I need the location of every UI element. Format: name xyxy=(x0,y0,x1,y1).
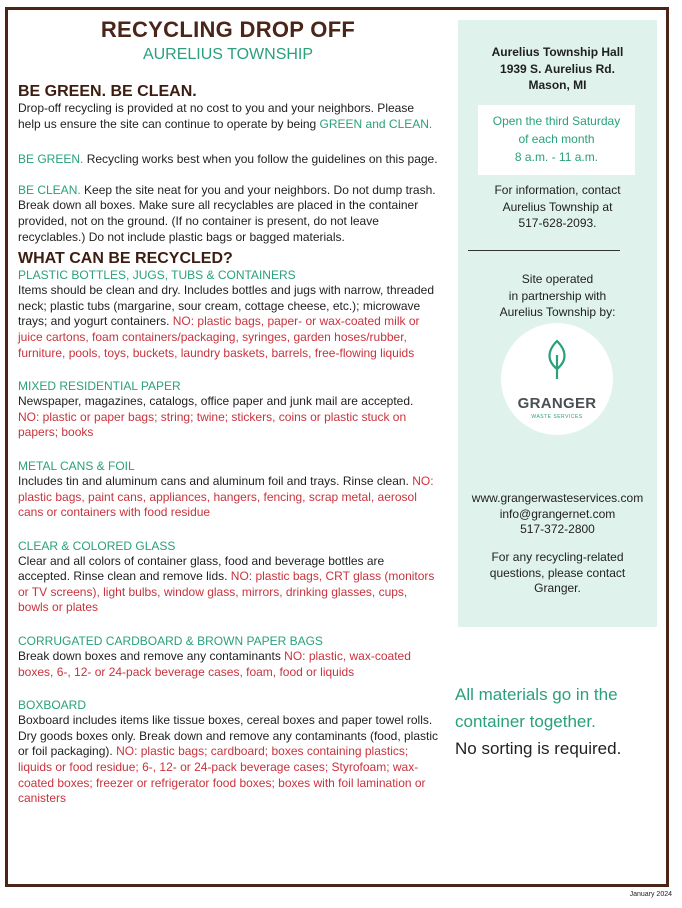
category-title: PLASTIC BOTTLES, JUGS, TUBS & CONTAINERS xyxy=(18,268,296,283)
intro-heading: BE GREEN. BE CLEAN. xyxy=(18,83,197,100)
category-title: CLEAR & COLORED GLASS xyxy=(18,538,176,553)
contact-line: For information, contact xyxy=(494,183,621,197)
category-title: BOXBOARD xyxy=(18,698,87,713)
category-not-accepted: NO: plastic, wax-coated boxes, 6-, 12- or 24-pack beverage cases, foam, food or liquids xyxy=(18,649,411,679)
note-line: All materials go in the xyxy=(455,685,618,704)
hours-line: of each month xyxy=(518,132,595,146)
footer-date: January 2024 xyxy=(629,891,672,898)
category-text xyxy=(18,394,438,441)
email-link[interactable]: info@grangernet.com xyxy=(499,506,616,521)
category-boxboard xyxy=(18,698,438,807)
address-block xyxy=(458,44,657,94)
phone-link[interactable]: 517-372-2800 xyxy=(520,522,595,536)
no-sorting-note xyxy=(455,681,670,762)
hours-box xyxy=(478,105,635,175)
main-column xyxy=(18,18,438,807)
recycled-heading: WHAT CAN BE RECYCLED? xyxy=(18,250,233,268)
page-title: RECYCLING DROP OFF xyxy=(100,17,356,42)
address-line: Aurelius Township Hall xyxy=(491,45,624,59)
category-text xyxy=(18,713,438,807)
questions-line: Granger. xyxy=(534,581,581,595)
category-not-accepted: NO: plastic bags, CRT glass (monitors or TV screens), light bulbs, window glass, mirrors, drinking glasses, cups, bowls or plates xyxy=(18,569,435,615)
be-clean-paragraph xyxy=(18,183,438,245)
category-text xyxy=(18,474,438,521)
category-paper xyxy=(18,379,438,441)
be-clean-text: Keep the site neat for you and your neighbors. Do not dump trash. Break down all boxes. Make sure all recyclables are placed in the container provided, not on the ground. (If no container is present, do not leave recyclables.) Do not include plastic bags or bagged materials. xyxy=(18,182,436,244)
intro-paragraph xyxy=(18,101,438,132)
category-text xyxy=(18,283,438,361)
category-text xyxy=(18,554,438,616)
hours-line: 8 a.m. - 11 a.m. xyxy=(514,150,599,164)
category-metal xyxy=(18,459,438,521)
be-green-text: Recycling works best when you follow the guidelines on this page. xyxy=(83,152,438,167)
category-glass xyxy=(18,539,438,616)
category-not-accepted: NO: plastic bags, paper- or wax-coated milk or juice cartons, foam containers/packaging, syringes, garden hoses/rubber, furniture, pools, toys, buckets, laundry baskets, barrels, free-flowing liquids xyxy=(18,314,420,360)
links-block xyxy=(458,491,657,538)
category-plastics xyxy=(18,268,438,361)
be-green-paragraph xyxy=(18,152,438,168)
contact-block xyxy=(458,182,657,232)
page-subtitle: AURELIUS TOWNSHIP xyxy=(142,46,314,63)
category-accepted: Items should be clean and dry. Includes bottles and jugs with narrow, threaded neck; plastic tubs (margarine, sour cream, cottage cheese, etc.); microwave trays; and yogurt containers. xyxy=(18,283,435,329)
leaf-icon xyxy=(501,323,613,393)
category-accepted: Clear and all colors of container glass, food and beverage bottles are accepted. Rinse clean and remove lids. xyxy=(18,553,385,584)
category-not-accepted: NO: plastic bags; cardboard; boxes containing plastics; liquids or food residue; 6-, 12- or 24-pack beverage cases; Styrofoam; wax-coated boxes; freezer or refrigerator food boxes; boxes with foil lamination or canisters xyxy=(18,744,426,806)
website-link[interactable]: www.grangerwasteservices.com xyxy=(471,491,644,505)
category-text xyxy=(18,649,438,680)
partner-line: Site operated xyxy=(521,272,594,286)
logo-subtitle: WASTE SERVICES xyxy=(531,414,583,420)
category-accepted: Newspaper, magazines, catalogs, office paper and junk mail are accepted. xyxy=(18,394,414,409)
partner-line: Aurelius Township by: xyxy=(499,305,616,319)
address-line: 1939 S. Aurelius Rd. xyxy=(500,61,615,76)
questions-line: questions, please contact xyxy=(489,565,626,580)
category-title: METAL CANS & FOIL xyxy=(18,458,135,473)
category-accepted: Break down boxes and remove any contaminants xyxy=(18,649,285,664)
category-title: MIXED RESIDENTIAL PAPER xyxy=(18,379,181,394)
contact-phone[interactable]: 517-628-2093. xyxy=(518,216,597,230)
note-line: No sorting is required. xyxy=(455,739,622,758)
questions-block xyxy=(458,550,657,597)
be-green-label: BE GREEN. xyxy=(18,152,84,167)
category-accepted: Includes tin and aluminum cans and aluminum foil and trays. Rinse clean. xyxy=(18,473,413,488)
intro-text: Drop-off recycling is provided at no cost to you and your neighbors. Please help us ensure the site can continue to operate by being xyxy=(18,101,414,131)
granger-logo xyxy=(501,323,613,435)
category-not-accepted: NO: plastic bags, paint cans, appliances, hangers, fencing, scrap metal, aerosol cans or containers with food residue xyxy=(18,473,434,520)
info-sidebar xyxy=(458,20,657,627)
contact-line: Aurelius Township at xyxy=(502,199,613,214)
category-cardboard xyxy=(18,634,438,680)
hours-line: Open the third Saturday xyxy=(492,114,621,128)
intro-highlight: GREEN and CLEAN. xyxy=(319,116,433,131)
category-not-accepted: NO: plastic or paper bags; string; twine; stickers, coins or plastic stuck on papers; books xyxy=(18,409,407,440)
sidebar-divider xyxy=(468,250,620,251)
logo-name: GRANGER xyxy=(517,395,597,412)
be-clean-label: BE CLEAN. xyxy=(18,182,81,197)
category-accepted: Boxboard includes items like tissue boxes, cereal boxes and paper towel rolls. Dry goods boxes only. Break down and remove any contaminants (food, plastic or foil packaging). xyxy=(18,713,438,759)
category-title: CORRUGATED CARDBOARD & BROWN PAPER BAGS xyxy=(18,634,323,649)
questions-line: For any recycling-related xyxy=(491,550,624,564)
partner-line: in partnership with xyxy=(508,288,607,303)
address-line: Mason, MI xyxy=(528,78,587,92)
partner-block xyxy=(458,271,657,321)
note-line: container together. xyxy=(455,712,596,731)
